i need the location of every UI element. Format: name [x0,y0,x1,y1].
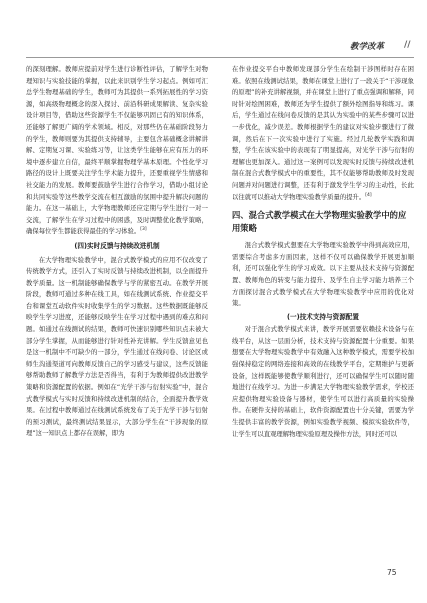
right-column [232,64,414,440]
header-rule [26,57,414,58]
left-column [26,64,208,440]
journal-section-title: 教学改革 [350,42,385,52]
paragraph: 的深刻理解。教师应提前对学生进行诊断性评估，了解学生对物理知识与实验技能的掌握，以此来识别学生学习起点。例如可汇总学生物理基础的学生，教师可为其提供一系列拓展性的学习资源，如高级物理概念的深入探讨、前沿科研成果解读、复杂实验设计项目等，借助这些资源学生不仅能够巩固已有的知识体系，还能够了解更广阔的学术领域。相反，对那些仍在基础阶段努力的学生，教师则要为其提供支持辅导，主要包含基础概念讲解讲解、定期复习课、实验练习等，让这类学生能够在应有压力的环境中逐步建立自信，最终平顺掌握物理学基本原理。个性化学习路径的设计上既要关注学生学术能力提升，还要重视学生情感和社交能力的发展。教师要鼓励学生进行合作学习，借助小组讨论和共同实验等这些教学交流在相互激励的氛围中提升解决问题的能力。在这一基础上，大学物理教师还应定期与学生进行一对一交流，了解学生在学习过程中的困惑，及时调整优化教学策略，确保每位学生都能获得最佳的学习体验。[3] [26,66,208,236]
paragraph: 混合式教学模式想要在大学物理实验教学中得到高效应用，需要综合考虑多方面因素，这样不仅可以确保教学开展更加顺利，还可以强化学生的学习成效。以下主要从技术支持与资源配置、教师角色的转变与能力提升、及学生自主学习能力培养三个方面探讨混合式教学模式在大学物理实验教学中应用的优化对策。 [232,242,414,308]
header-slash-mark: // [404,40,411,50]
page-number: 75 [387,568,397,577]
subsection-heading: (四)实时反馈与持续改进机制 [74,241,160,250]
paragraph: 在大学物理实验教学中，混合式教学模式的应用不仅改变了传统教学方式，还引入了实时反馈与持续改进机制，以全面提升教学质量。这一机制能够确保教学与学的紧密互动。在教学开展阶段，教师可通过多种在线工具，如在线测试系统、作业提交平台和课堂互动软件实时收集学生的学习数据。这些数据既能够反映学生学习进度，还能够反映学生在学习过程中遇到的难点和问题。如通过在线测试的结果，教师可快速识别哪些知识点未被大部分学生掌握，从而能够进行针对性补充讲解。学生反馈意见也是这一机制中不可缺少的一部分，学生通过在线问卷、讨论区或师生沟通渠道可向教师反馈自己的学习感受与建议，这些反馈能够帮助教师了解教学方法是否得当，有利于为教师提供改进教学策略和资源配置的依据。例如在“光学干涉与衍射实验”中，混合式教学模式与实时反馈和持续改进机制的结合，全面提升教学效果。在过程中教师通过在线测试系统发布了关于光学干涉与衍射的预习测试，最终测试结果显示，大部分学生在“干涉现象的原理”这一知识点上都存在误解，即为 [26,256,208,438]
section-heading: 四、混合式教学模式在大学物理实验教学中的应用策略 [232,210,407,234]
paragraph: 在作业提交平台中教师发现部分学生在绘制干涉图样时存在困难。依照在线测试结果，教师在课堂上进行了一段关于“干涉现象的原理”的补充讲解视频，并在课堂上进行了重点强调和解释，同时针对绘图困难，教师还为学生提供了额外绘图指导和练习。课后，学生通过在线问卷反馈的是其认为实验中的某些步骤可以进一步优化，减少误差。教师根据学生的建议对实验步骤进行了微调，然后在下一次实验中进行了实施。经过几轮教学实践和调整，学生在该实验中的表现有了明显提高，对光学干涉与衍射的理解也更加深入。通过这一案例可以发现实时反馈与持续改进机制在混合式教学模式中的重要性，其不仅能够帮助教师及时发现问题并对问题进行调整，还有利于激发学生学习的主动性，长此以往就可以推动大学物理实验教学质量的提升。[4] [232,66,414,201]
paragraph: 对于混合式教学模式来讲，教学开展需要依赖技术设备与在线平台，从这一层面分析，技术支持与资源配置十分重要。如果想要在大学物理实验教学中有效融入这种教学模式，需要学校加强保持稳定的网络连接和高效的在线教学平台，定期维护与更新设备，这样既能够使教学顺利进行，还可以确保学生可以随时随地进行在线学习。为进一步满足大学物理实验教学需求，学校还应提供物理实验设备与器材，使学生可以进行高质量的实验操作。在硬件支持的基础上，软件资源配置也十分关键，需要为学生提供丰富的教学资源，例如实验教学视频、模拟实验软件等，让学生可以直观理解物理实验原理及操作方法，同时还可以 [232,326,414,438]
subsection-heading: (一)技术支持与资源配置 [287,312,359,321]
